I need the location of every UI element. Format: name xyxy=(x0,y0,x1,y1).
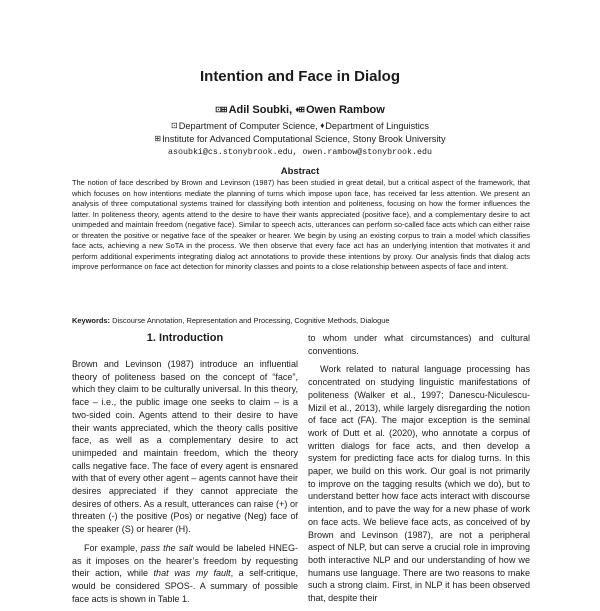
affiliation-symbol-icon: ⊡ xyxy=(171,121,177,130)
affiliation-text: Department of Linguistics xyxy=(325,121,429,131)
affiliation-text: Department of Computer Science, xyxy=(178,121,318,131)
author-emails: asoubki@cs.stonybrook.edu, owen.rambow@stonybrook.edu xyxy=(168,148,432,157)
keywords-line xyxy=(72,316,530,327)
example-phrase: pass the salt xyxy=(140,542,194,553)
keywords-label: Keywords: xyxy=(72,316,111,325)
keywords-text: Discourse Annotation, Representation and Processing, Cognitive Methods, Dialogue xyxy=(112,316,390,325)
intro-paragraph-2 xyxy=(72,542,298,606)
section-heading: 1. Introduction xyxy=(146,332,224,344)
affiliation-symbol-icon: ⊡⊞ xyxy=(215,105,227,114)
paper-title: Intention and Face in Dialog xyxy=(199,68,400,85)
affiliation-symbol-icon: ♦ xyxy=(320,121,324,130)
affiliation-symbol-icon: ♦⊞ xyxy=(295,105,304,114)
paragraph-text: , a self-critique, would be considered SPOS-. A summary of possible face acts is shown in Table 1. xyxy=(72,568,298,604)
example-phrase: that was my fault xyxy=(153,568,231,579)
author-line xyxy=(0,104,600,116)
affiliation-text: Institute for Advanced Computational Science, Stony Brook University xyxy=(162,134,446,144)
intro-paragraph-continued: to whom under what circumstances) and cultural conventions. xyxy=(308,333,530,356)
author-name: Adil Soubki, xyxy=(228,104,293,116)
affiliation-line xyxy=(0,121,600,131)
paragraph-text: For example, xyxy=(84,542,141,553)
left-column xyxy=(72,326,298,611)
intro-paragraph-1: Brown and Levinson (1987) introduce an influential theory of politeness based on the concept of “face”, which they claim to be culturally universal. In this theory, face – i.e., the public image one seeks to claim – is a two-sided coin. Agents attend to their desire to have their wants appreciated, which the theory calls positive face, as well as a complementary desire to act unimpeded and maintain freedom, which the theory calls negative face. The face of every agent is ensnared with that of every other agent – agents cannot have their desires appreciated if they cannot appreciate the desires of others. As a result, utterances can raise (+) or threaten (-) the positive (Pos) or negative (Neg) face of the speaker (S) or hearer (H). xyxy=(72,359,298,535)
abstract-text: The notion of face described by Brown and Levinson (1987) has been studied in great detail, but a critical aspect of the framework, that which focuses on how intentions mediate the planning of turns which impose upon face, has received far less attention. We present an analysis of three computational systems trained for classifying both intention and politeness, focusing on how the former influences the latter. In politeness theory, agents attend to the desire to have their wants appreciated (positive face), and a complementary desire to act unimpeded and maintain freedom (negative face). Similar to speech acts, utterances can perform so-called face acts which can either raise or threaten the positive or negative face of the speaker or hearer. We begin by using an existing corpus to train a model which classifies face acts, achieving a new SoTA in the process. We then observe that every face act has an underlying intention that motivates it and perform additional experiments integrating dialog act annotations to provide these intentions by proxy. Our analysis finds that dialog acts improve performance on face act detection for minority classes and points to a close relationship between aspects of face and intent. xyxy=(72,178,530,271)
author-name: Owen Rambow xyxy=(305,104,385,116)
right-column xyxy=(308,332,530,611)
affiliation-symbol-icon: ⊞ xyxy=(154,134,161,143)
abstract-heading: Abstract xyxy=(280,166,320,177)
affiliation-line xyxy=(0,134,600,144)
paragraph-text: would be labeled HNEG- as it imposes on the hearer’s freedom by requesting their action, while xyxy=(72,542,298,579)
intro-paragraph-3: Work related to natural language processing has concentrated on studying linguistic manifestations of politeness (Walker et al., 1997; Danescu-Niculescu-Mizil et al., 2013), while largely disregarding the notion of face act (FA). The major exception is the seminal work of Dutt et al. (2020), who annotate a corpus of written dialogs for face acts, and then develop a system for predicting face acts for dialog turns. In this paper, we build on this work. Our goal is not primarily to improve on the tagging results (which we do), but to understand better how face acts interact with discourse intention, and to pave the way for a new phase of work on face acts. We believe face acts, as conceived of by Brown and Levinson (1987), are not a peripheral aspect of NLP, but can serve a crucial role in improving both interactive NLP and our understanding of how we humans use language. There are two reasons to make such a strong claim. First, in NLP it has been observed that, despite their xyxy=(308,364,530,604)
